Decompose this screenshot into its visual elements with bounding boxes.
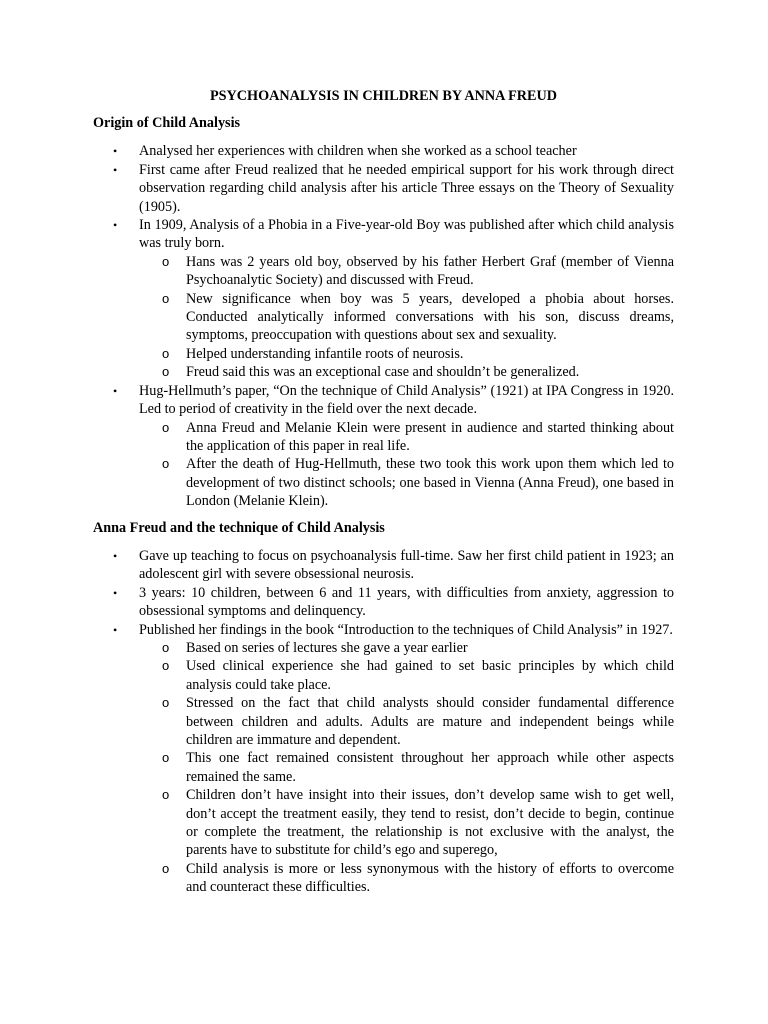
bullet-icon: • — [113, 383, 118, 398]
bullet-icon: • — [113, 585, 118, 600]
sub-bullet-icon: o — [162, 750, 170, 766]
bullet-icon: • — [113, 162, 118, 177]
sub-list-item — [93, 455, 674, 510]
sub-list-item — [93, 860, 674, 897]
list-item — [93, 621, 674, 897]
sub-list-item — [93, 253, 674, 290]
document-page — [93, 87, 674, 897]
section-heading-origin: Origin of Child Analysis — [93, 115, 241, 131]
list-item-text: First came after Freud realized that he needed empirical support for his work through direct observation regarding child analysis after his article Three essays on the Theory of Sexuality (1905). — [139, 161, 674, 215]
sub-bullet-icon: o — [162, 456, 170, 472]
bullet-icon: • — [113, 622, 118, 637]
sub-bullet-icon: o — [162, 345, 170, 361]
document-title: PSYCHOANALYSIS IN CHILDREN BY ANNA FREUD — [210, 88, 557, 104]
sub-bullet-icon: o — [162, 695, 170, 711]
list-item-text: In 1909, Analysis of a Phobia in a Five-year-old Boy was published after which child analysis was truly born. — [139, 217, 674, 252]
list-item-text: Published her findings in the book “Introduction to the techniques of Child Analysis” in 1927. — [139, 621, 673, 638]
list-item — [93, 547, 674, 584]
sub-list-item — [93, 345, 674, 363]
sub-list-item-text: Helped understanding infantile roots of neurosis. — [186, 345, 464, 362]
list-item-text: Hug-Hellmuth’s paper, “On the technique of Child Analysis” (1921) at IPA Congress in 1920. Led to period of creativity in the field over the next decade. — [139, 382, 674, 418]
list-item-text: Gave up teaching to focus on psychoanalysis full-time. Saw her first child patient in 1923; an adolescent girl with severe obsessional neurosis. — [139, 547, 674, 583]
sub-list-item — [93, 786, 674, 860]
sub-list-item — [93, 639, 674, 657]
sub-bullet-icon: o — [162, 290, 170, 306]
sub-list — [139, 419, 674, 511]
sub-bullet-icon: o — [162, 364, 170, 380]
sub-list-item-text: New significance when boy was 5 years, developed a phobia about horses. Conducted analytically informed conversations with his son, discuss dreams, symptoms, preoccupation with questions about sex and sexuality. — [186, 290, 674, 344]
bullet-list-origin — [93, 142, 674, 510]
list-item — [93, 142, 674, 160]
sub-list-item-text: After the death of Hug-Hellmuth, these two took this work upon them which led to development of two distinct schools; one based in Vienna (Anna Freud), one based in London (Melanie Klein). — [186, 456, 674, 510]
list-item — [93, 382, 674, 511]
sub-list-item — [93, 749, 674, 786]
sub-bullet-icon: o — [162, 639, 170, 655]
sub-list-item — [93, 363, 674, 381]
sub-bullet-icon: o — [162, 419, 170, 435]
list-item-text: 3 years: 10 children, between 6 and 11 years, with difficulties from anxiety, aggression to obsessional symptoms and delinquency. — [139, 584, 674, 620]
sub-list-item-text: Used clinical experience she had gained to set basic principles by which child analysis could take place. — [186, 658, 674, 693]
section-heading-technique: Anna Freud and the technique of Child Analysis — [93, 519, 385, 536]
sub-list-item — [93, 694, 674, 749]
sub-list — [139, 639, 674, 897]
bullet-icon: • — [113, 218, 118, 233]
sub-list-item — [93, 419, 674, 456]
sub-bullet-icon: o — [162, 860, 170, 876]
sub-list — [139, 253, 674, 382]
sub-list-item-text: Anna Freud and Melanie Klein were present in audience and started thinking about the application of this paper in real life. — [186, 419, 674, 454]
sub-list-item-text: Child analysis is more or less synonymous with the history of efforts to overcome and counteract these difficulties. — [186, 860, 674, 896]
sub-list-item-text: Stressed on the fact that child analysts should consider fundamental difference between children and adults. Adults are mature and independent beings while children are immature and dependent. — [186, 695, 674, 748]
sub-bullet-icon: o — [162, 787, 170, 803]
sub-bullet-icon: o — [162, 253, 170, 269]
bullet-icon: • — [113, 144, 118, 159]
sub-bullet-icon: o — [162, 658, 170, 674]
sub-list-item-text: Based on series of lectures she gave a year earlier — [186, 639, 468, 656]
sub-list-item-text: Hans was 2 years old boy, observed by his father Herbert Graf (member of Vienna Psychoanalytic Society) and discussed with Freud. — [186, 253, 674, 289]
list-item — [93, 161, 674, 216]
sub-list-item-text: This one fact remained consistent throughout her approach while other aspects remained the same. — [186, 750, 674, 785]
bullet-list-technique — [93, 547, 674, 897]
sub-list-item — [93, 657, 674, 694]
list-item — [93, 584, 674, 621]
list-item — [93, 216, 674, 382]
sub-list-item — [93, 290, 674, 345]
sub-list-item-text: Children don’t have insight into their issues, don’t develop same wish to get well, don’t accept the treatment easily, they tend to resist, don’t decide to begin, continue or complete the treatment, the relationship is not exclusive with the analyst, the parents have to substitute for child’s ego and superego, — [186, 787, 674, 859]
bullet-icon: • — [113, 548, 118, 563]
sub-list-item-text: Freud said this was an exceptional case and shouldn’t be generalized. — [186, 364, 580, 381]
list-item-text: Analysed her experiences with children when she worked as a school teacher — [139, 143, 577, 160]
